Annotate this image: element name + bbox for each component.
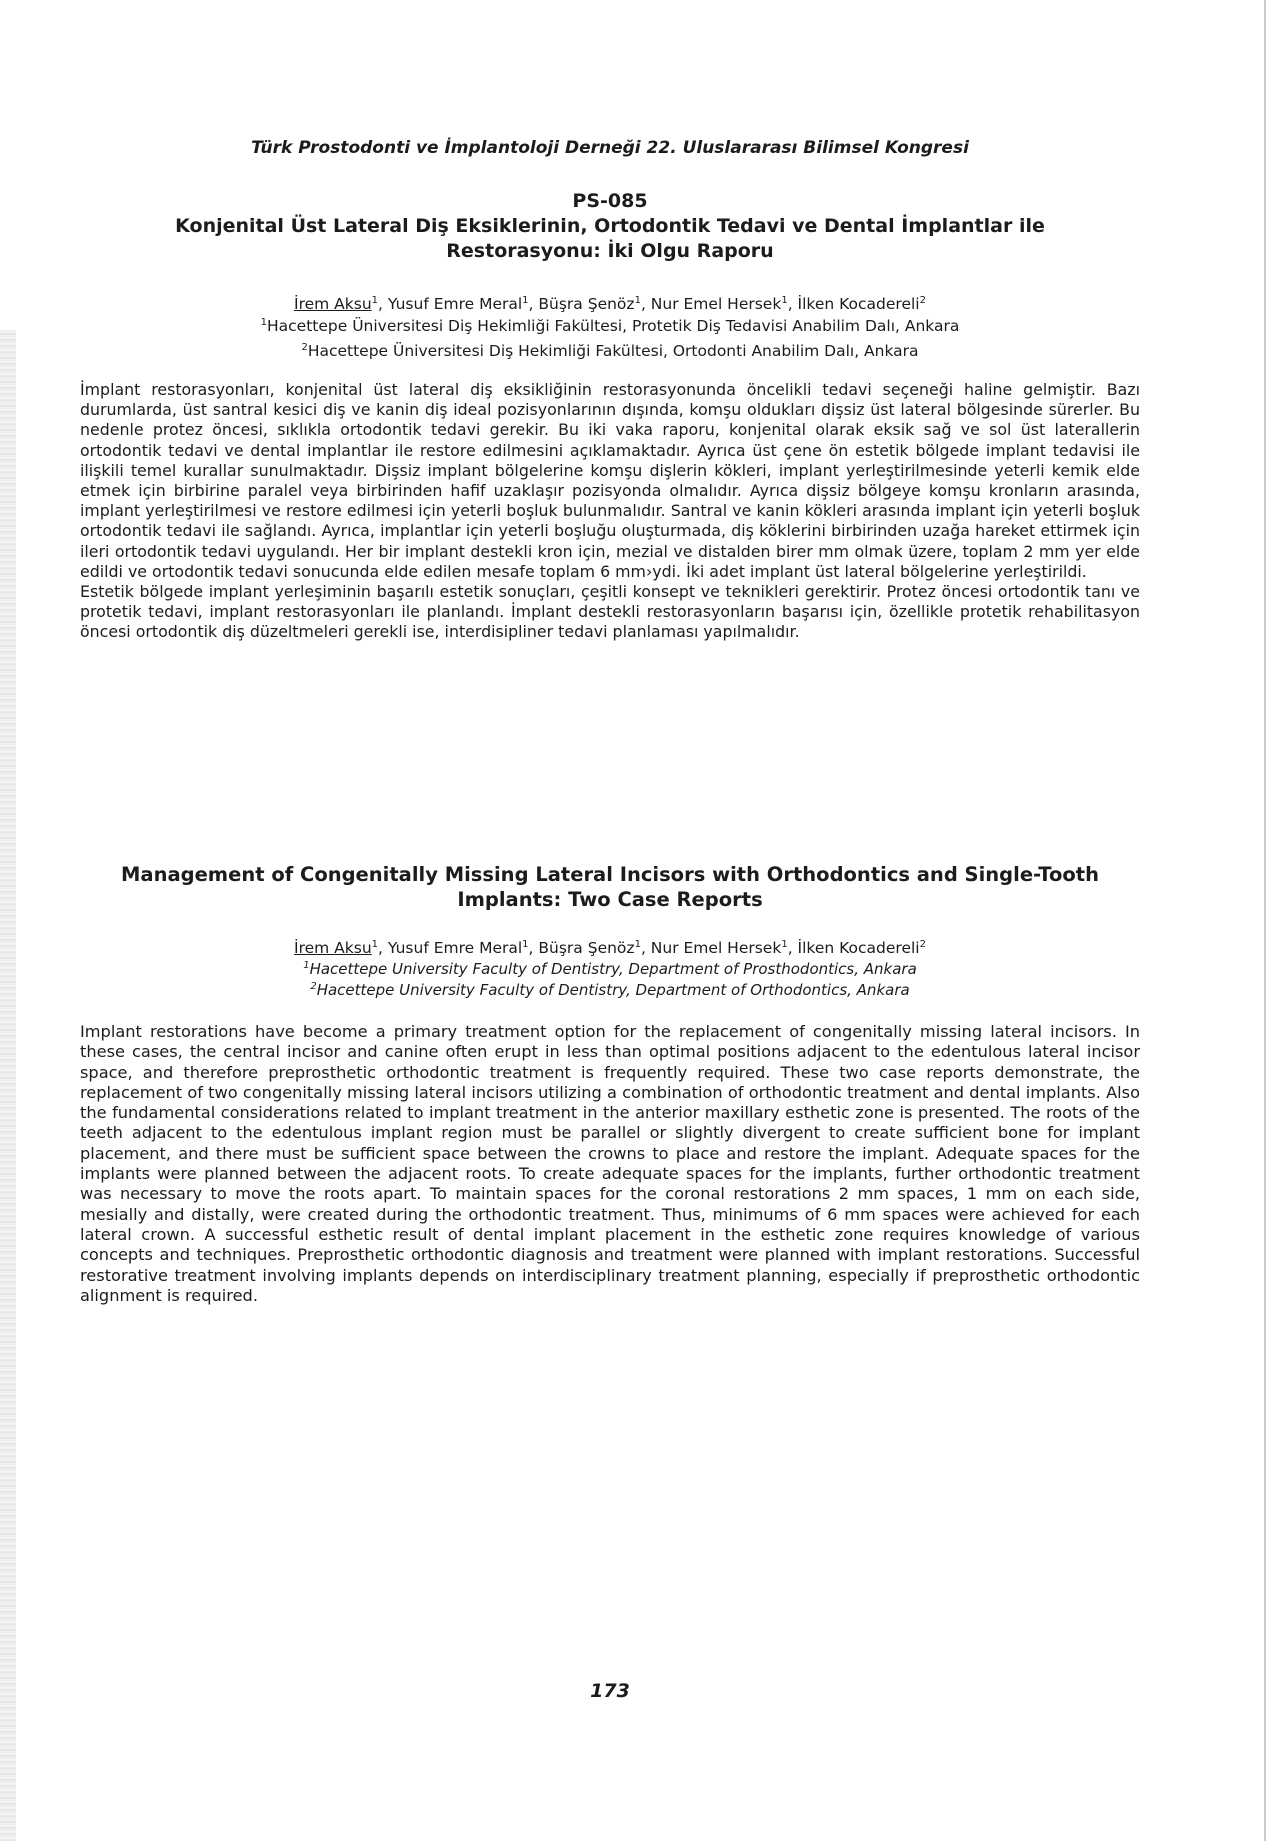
authors-turkish [80,291,1140,314]
author-sup: 2 [919,295,926,306]
author: , Yusuf Emre Meral [378,939,523,958]
author-sup: 1 [522,939,529,950]
author-sup: 1 [634,939,641,950]
author-sup: 1 [371,295,379,306]
author: , Nur Emel Hersek [640,939,782,958]
congress-header: Türk Prostodonti ve İmplantoloji Derneği 22. Uluslararası Bilimsel Kongresi [251,138,969,158]
abstract-english [80,1022,1140,1306]
author: , Büşra Şenöz [528,295,635,314]
page-number: 173 [590,1680,630,1702]
poster-code: PS-085 [572,190,648,212]
affiliation-english-1 [80,956,1140,979]
affiliation-turkish-1 [80,312,1140,337]
title-english: Management of Congenitally Missing Lateral Incisors with Orthodontics and Single-Tooth Implants: Two Case Reports [121,863,1099,911]
scan-edge-right [1264,0,1266,1841]
affiliation-sup: 2 [310,981,317,992]
abstract-turkish [80,380,1140,643]
affiliation-english-2 [80,977,1140,1000]
author-sup: 1 [781,295,788,306]
abstract-paragraph: İmplant restorasyonları, konjenital üst lateral diş eksikliğinin restorasyonunda öncelikli tedavi seçeneği haline gelmiştir. Bazı durumlarda, üst santral kesici diş ve kanin diş ideal pozisyonlarının dışında, komşu oldukları dişsiz üst lateral bölgesinde sürerler. Bu nedenle protez öncesi, sıklıkla ortodontik tedavi gerekir. Bu iki vaka raporu, konjenital olarak eksik sağ ve sol üst laterallerin ortodontik tedavi ve dental implantlar ile restore edilmesini açıklamaktadır. Ayrıca üst çene ön estetik bölgede implant tedavisi ile ilişkili temel kurallar sunulmaktadır. Dişsiz implant bölgelerine komşu dişlerin kökleri, implant yerleştirilmesinde yeterli kemik elde etmek için birbirine paralel veya birbirinden hafif uzaklaşır pozisyonda olmalıdır. Ayrıca dişsiz bölgeye komşu kronların arasında, implant yerleştirilmesi ve restore edilmesi için yeterli boşluk bulunmalıdır. Santral ve kanin kökleri arasında implant için yeterli boşluk ortodontik tedavi ile sağlandı. Ayrıca, implantlar için yeterli boşluğu oluşturmada, diş köklerini birbirinden uzağa hareket ettirmek için ileri ortodontik tedavi uygulandı. Her bir implant destekli kron için, mezial ve distalden birer mm olmak üzere, toplam 2 mm yer elde edildi ve ortodontik tedavi sonucunda elde edilen mesafe toplam 6 mm›ydi. İki adet implant üst lateral bölgelerine yerleştirildi. [80,380,1140,581]
author: , Büşra Şenöz [528,939,635,958]
affiliation-text: Hacettepe Üniversitesi Diş Hekimliği Fakültesi, Ortodonti Anabilim Dalı, Ankara [307,342,919,361]
author: , Nur Emel Hersek [640,295,782,314]
author: , Yusuf Emre Meral [378,295,523,314]
scan-edge-left [0,330,16,1841]
author: , İlken Kocadereli [787,939,920,958]
author-sup: 1 [522,295,529,306]
affiliation-text: Hacettepe University Faculty of Dentistry, Department of Orthodontics, Ankara [316,981,910,999]
author-first: İrem Aksu [294,295,372,314]
author-first: İrem Aksu [294,939,372,958]
authors-english [80,935,1140,958]
affiliation-sup: 1 [260,317,267,328]
title-turkish: Konjenital Üst Lateral Diş Eksiklerinin, Ortodontik Tedavi ve Dental İmplantlar ile Restorasyonu: İki Olgu Raporu [175,215,1045,262]
abstract-paragraph: Implant restorations have become a primary treatment option for the replacement of congenitally missing lateral incisors. In these cases, the central incisor and canine often erupt in less than optimal positions adjacent to the edentulous lateral incisor space, and therefore preprosthetic orthodontic treatment is frequently required. These two case reports demonstrate, the replacement of two congenitally missing lateral incisors utilizing a combination of orthodontic treatment and dental implants. Also the fundamental considerations related to implant treatment in the anterior maxillary esthetic zone is presented. The roots of the teeth adjacent to the edentulous implant region must be parallel or slightly divergent to create sufficient bone for implant placement, and there must be sufficient space between the crowns to place and restore the implant. Adequate spaces for the implants were planned between the adjacent roots. To create adequate spaces for the implants, further orthodontic treatment was necessary to move the roots apart. To maintain spaces for the coronal restorations 2 mm spaces, 1 mm on each side, mesially and distally, were created during the orthodontic treatment. Thus, minimums of 6 mm spaces were achieved for each lateral crown. A successful esthetic result of dental implant placement in the esthetic zone requires knowledge of various concepts and techniques. Preprosthetic orthodontic diagnosis and treatment were planned with implant restorations. Successful restorative treatment involving implants depends on interdisciplinary treatment planning, especially if preprosthetic orthodontic alignment is required. [80,1022,1140,1305]
affiliation-turkish-2 [80,337,1140,362]
author: , İlken Kocadereli [787,295,920,314]
author-sup: 2 [919,939,926,950]
affiliation-text: Hacettepe Üniversitesi Diş Hekimliği Fakültesi, Protetik Diş Tedavisi Anabilim Dalı, Ankara [266,317,960,336]
author-sup: 1 [371,939,379,950]
affiliation-text: Hacettepe University Faculty of Dentistry, Department of Prosthodontics, Ankara [309,960,917,978]
abstract-paragraph: Estetik bölgede implant yerleşiminin başarılı estetik sonuçları, çeşitli konsept ve teknikleri gerektirir. Protez öncesi ortodontik tanı ve protetik tedavi, implant restorasyonları ile planlandı. İmplant destekli restorasyonların başarısı için, özellikle protetik rehabilitasyon öncesi ortodontik diş düzeltmeleri gerekli ise, interdisipliner tedavi planlaması yapılmalıdır. [80,582,1140,642]
affiliation-sup: 1 [303,960,310,971]
affiliation-sup: 2 [301,342,308,353]
author-sup: 1 [781,939,788,950]
author-sup: 1 [634,295,641,306]
